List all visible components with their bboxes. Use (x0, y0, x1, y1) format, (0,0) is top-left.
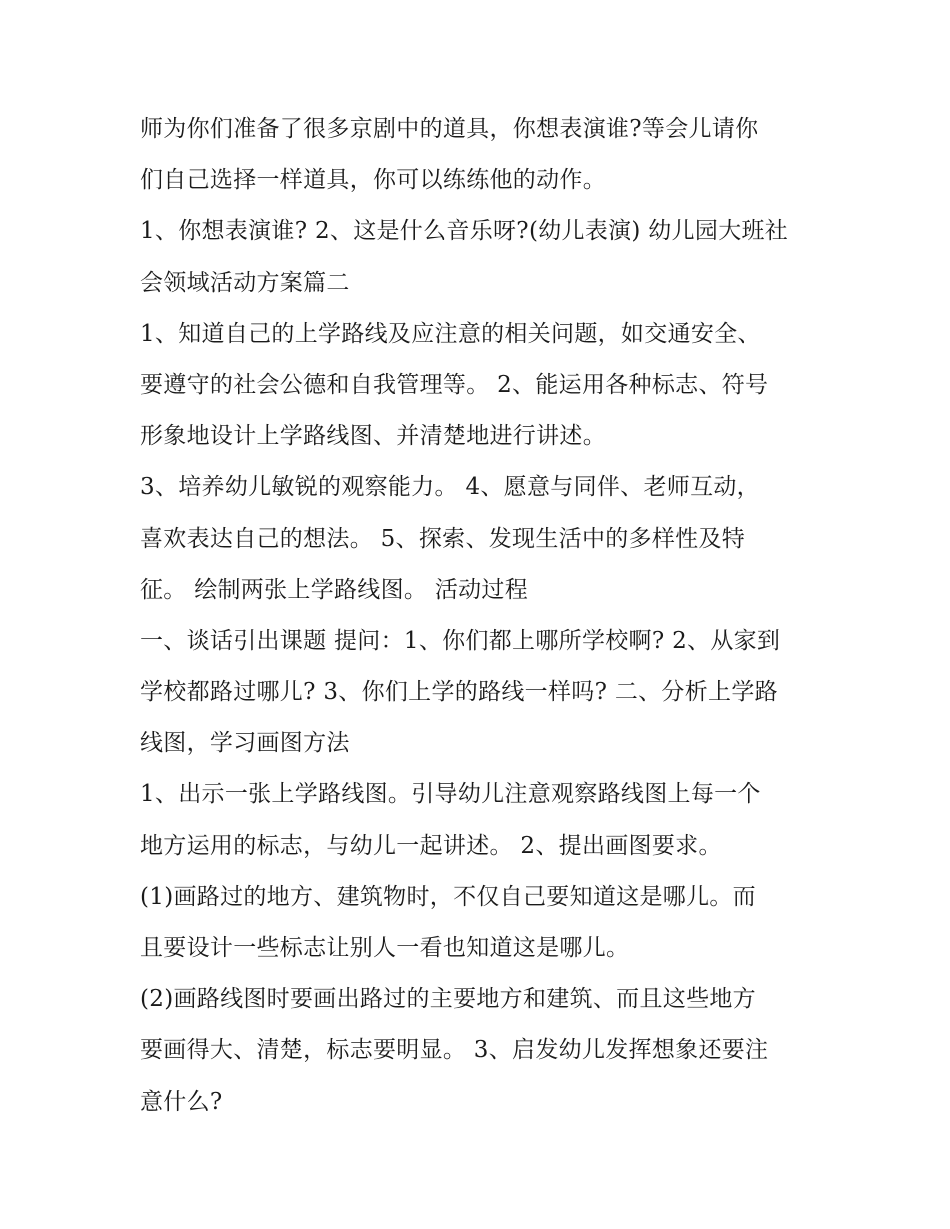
text-line: 1、出示一张上学路线图。引导幼儿注意观察路线图上每一个 (140, 781, 761, 808)
text-line: 会领域活动方案篇二 (140, 269, 350, 296)
paragraph-activity-step-1 (140, 616, 820, 770)
paragraph-requirement-2 (140, 974, 820, 1128)
paragraph-goals-1 (140, 309, 820, 463)
text-line: 意什么? (140, 1088, 223, 1115)
document-body (140, 104, 820, 1128)
text-line: (1)画路过的地方、建筑物时，不仅自己要知道这是哪儿。而 (140, 883, 756, 910)
text-line: 征。 绘制两张上学路线图。 活动过程 (140, 576, 529, 603)
text-line: 且要设计一些标志让别人一看也知道这是哪儿。 (140, 935, 630, 961)
text-line: (2)画路线图时要画出路过的主要地方和建筑、而且这些地方 (140, 986, 756, 1013)
text-line: 要遵守的社会公德和自我管理等。 2、能运用各种标志、符号 (140, 371, 769, 398)
text-line: 1、你想表演谁? 2、这是什么音乐呀?(幼儿表演) 幼儿园大班社 (140, 218, 789, 245)
text-line: 们自己选择一样道具，你可以练练他的动作。 (140, 167, 606, 194)
paragraph-map-intro (140, 769, 820, 871)
text-line: 喜欢表达自己的想法。 5、探索、发现生活中的多样性及特 (140, 525, 746, 552)
text-line: 线图，学习画图方法 (140, 730, 350, 757)
text-line: 一、谈话引出课题 提问：1、你们都上哪所学校啊? 2、从家到 (140, 627, 781, 654)
paragraph-questions (140, 206, 820, 308)
paragraph-props-intro (140, 104, 820, 206)
text-line: 形象地设计上学路线图、并清楚地进行讲述。 (140, 423, 606, 450)
paragraph-goals-2 (140, 462, 820, 616)
text-line: 师为你们准备了很多京剧中的道具，你想表演谁?等会儿请你 (140, 116, 759, 142)
text-line: 3、培养幼儿敏锐的观察能力。 4、愿意与同伴、老师互动， (140, 474, 760, 501)
paragraph-requirement-1 (140, 872, 820, 974)
text-line: 1、知道自己的上学路线及应注意的相关问题，如交通安全、 (140, 320, 761, 347)
text-line: 地方运用的标志，与幼儿一起讲述。 2、提出画图要求。 (140, 832, 722, 859)
text-line: 要画得大、清楚，标志要明显。 3、启发幼儿发挥想象还要注 (140, 1037, 769, 1064)
text-line: 学校都路过哪儿? 3、你们上学的路线一样吗? 二、分析上学路 (140, 679, 778, 706)
